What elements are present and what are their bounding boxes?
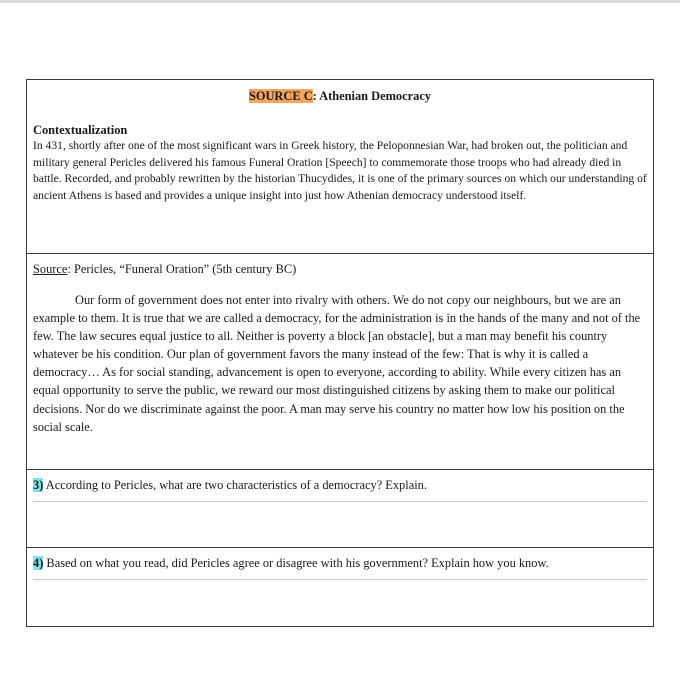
contextualization-heading: Contextualization: [33, 123, 128, 137]
source-quote: Our form of government does not enter into rivalry with others. We do not copy our neighbours, but we are an example to them. It is true that we are called a democracy, for the administration is in the hands of the many and not of the few. The law secures equal justice to all. Neither is poverty a block [an obstacle], but a man may benefit his country whatever be his condition. Our plan of government favors the many instead of the few: That is why it is called a democracy… As for social standing, advancement is open to everyone, according to ability. While every citizen has an equal opportunity to serve the public, we reward our most distinguished citizens by asking them to make our political decisions. Nor do we discriminate against the poor. A man may serve his country no matter how low his position on the social scale.: [33, 293, 641, 434]
question-3-number: 3): [33, 478, 44, 492]
source-title-highlight: SOURCE C: [248, 89, 313, 103]
question-4-number: 4): [33, 556, 44, 570]
question-3-text: According to Pericles, what are two characteristics of a democracy? Explain.: [43, 478, 427, 492]
source-title: [33, 88, 647, 104]
question-4-text: Based on what you read, did Pericles agree or disagree with his government? Explain how you know.: [43, 556, 549, 570]
source-label: Source: [33, 262, 68, 276]
question-3-answer-line[interactable]: [33, 501, 647, 502]
question-4: [33, 555, 647, 571]
question-4-answer-line[interactable]: [33, 579, 647, 580]
source-citation-line: [33, 261, 647, 277]
worksheet-table: [26, 79, 654, 627]
contextualization-body: In 431, shortly after one of the most significant wars in Greek history, the Peloponnesian War, had broken out, the politician and military general Pericles delivered his famous Funeral Oration [Speech] to commemorate those troops who had already died in battle. Recorded, and probably rewritten by the historian Thucydides, it is one of the primary sources on which our understanding of ancient Athens is based and provides a unique insight into just how Athenian democracy understood itself.: [33, 139, 647, 202]
context-section: [27, 80, 653, 254]
source-title-rest: : Athenian Democracy: [312, 89, 432, 103]
question-3: [33, 477, 647, 493]
source-citation: : Pericles, “Funeral Oration” (5th century BC): [67, 262, 297, 276]
top-edge-divider: [0, 0, 680, 3]
question-4-section: [27, 548, 653, 626]
source-section: [27, 254, 653, 470]
question-3-section: [27, 470, 653, 548]
